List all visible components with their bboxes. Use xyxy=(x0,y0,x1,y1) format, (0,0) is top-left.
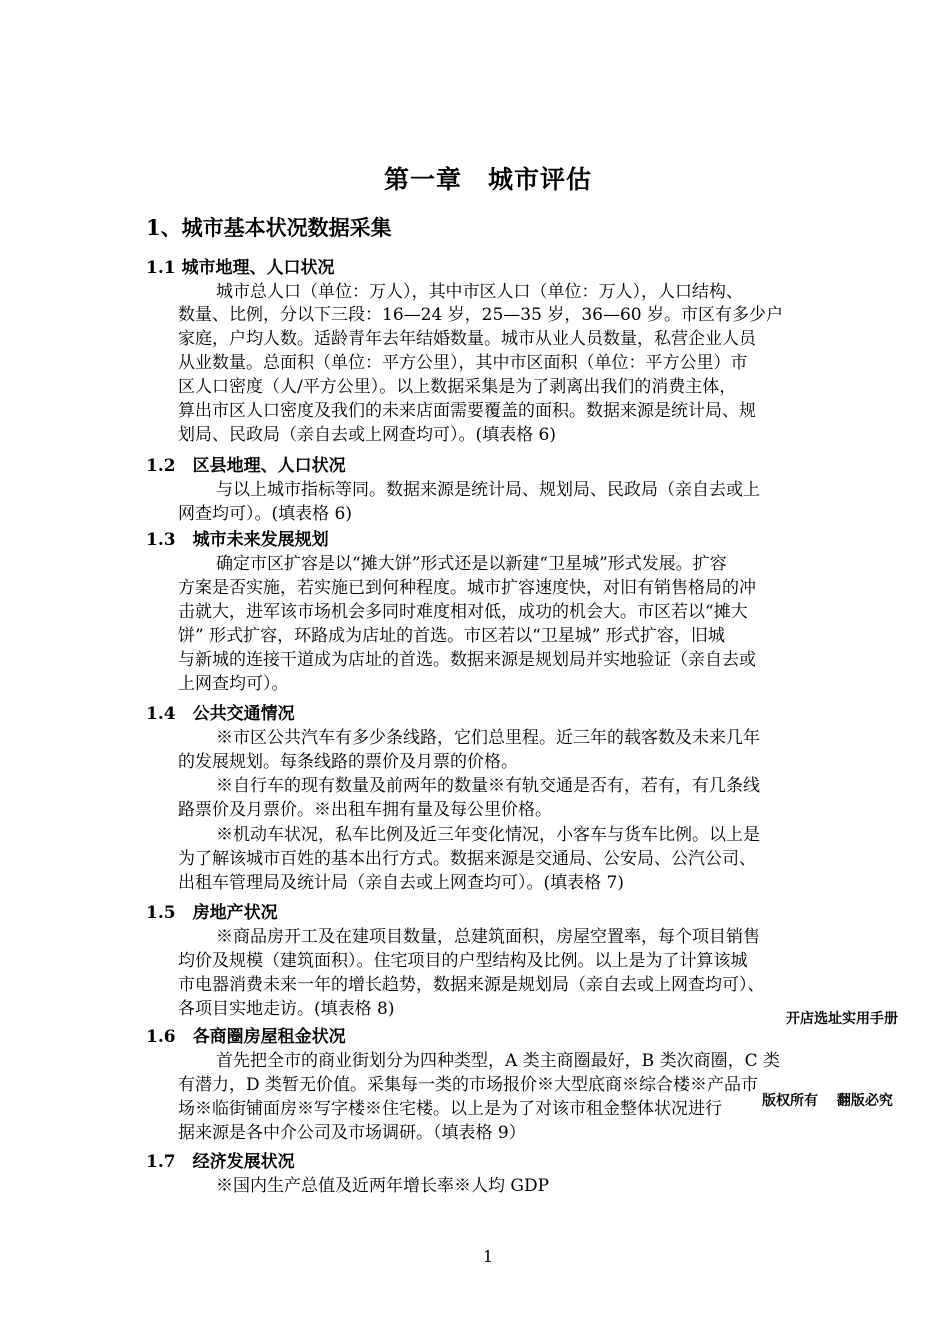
subsection-title: 1.4 公共交通情况 xyxy=(146,704,295,724)
copyright-note: 版权所有 翻版必究 xyxy=(762,1089,897,1111)
paragraph-line: 方案是否实施，若实施已到何种程度。城市扩容速度快，对旧有销售格局的冲 xyxy=(178,578,756,598)
handbook-note: 开店选址实用手册 xyxy=(786,1011,898,1027)
paragraph-line: 从业数量。总面积（单位：平方公里），其中市区面积（单位：平方公里）市 xyxy=(178,353,748,373)
paragraph-line: 与新城的连接干道成为店址的首选。数据来源是规划局并实地验证（亲自去或 xyxy=(178,650,756,670)
paragraph-line: 出租车管理局及统计局（亲自去或上网查均可）。(填表格 7) xyxy=(178,873,624,893)
paragraph-line: 路票价及月票价。※出租车拥有量及每公里价格。 xyxy=(178,800,552,820)
subsection-title: 1.1 城市地理、人口状况 xyxy=(146,258,335,278)
paragraph-line: 数量、比例，分以下三段：16—24 岁，25—35 岁，36—60 岁。市区有多少户 xyxy=(178,305,784,325)
subsection-title: 1.6 各商圈房屋租金状况 xyxy=(146,1027,346,1047)
paragraph-line: 的发展规划。每条线路的票价及月票的价格。 xyxy=(178,752,518,772)
paragraph-line: 划局、民政局（亲自去或上网查均可）。(填表格 6) xyxy=(178,425,556,445)
paragraph-line: ※市区公共汽车有多少条线路，它们总里程。近三年的载客数及未来几年 xyxy=(216,728,760,748)
section-title: 1、城市基本状况数据采集 xyxy=(146,215,392,240)
paragraph-line: ※机动车状况，私车比例及近三年变化情况，小客车与货车比例。以上是 xyxy=(216,825,760,845)
page-number: 1 xyxy=(482,1247,494,1266)
paragraph-line: 击就大，进军该市场机会多同时难度相对低，成功的机会大。市区若以“摊大 xyxy=(178,602,748,622)
paragraph-line: 上网查均可）。 xyxy=(178,674,289,694)
paragraph-line: 场※临街铺面房※写字楼※住宅楼。以上是为了对该市租金整体状况进行 xyxy=(178,1099,722,1119)
paragraph-line: 各项目实地走访。(填表格 8) xyxy=(178,999,395,1019)
subsection-title: 1.3 城市未来发展规划 xyxy=(146,530,329,550)
paragraph-line: 与以上城市指标等同。数据来源是统计局、规划局、民政局（亲自去或上 xyxy=(216,480,760,500)
paragraph-line: ※商品房开工及在建项目数量，总建筑面积，房屋空置率，每个项目销售 xyxy=(216,927,760,947)
paragraph-line: 饼” 形式扩容，环路成为店址的首选。市区若以“卫星城” 形式扩容，旧城 xyxy=(178,626,725,646)
subsection-title: 1.7 经济发展状况 xyxy=(146,1152,295,1172)
chapter-title: 第一章 城市评估 xyxy=(383,165,592,194)
paragraph-line: 区人口密度（人/平方公里）。以上数据采集是为了剥离出我们的消费主体， xyxy=(178,377,737,397)
paragraph-line: 市电器消费未来一年的增长趋势，数据来源是规划局（亲自去或上网查均可）、 xyxy=(178,975,765,995)
subsection-title: 1.2 区县地理、人口状况 xyxy=(146,456,346,476)
paragraph-line: 均价及规模（建筑面积）。住宅项目的户型结构及比例。以上是为了计算该城 xyxy=(178,951,748,971)
paragraph-line: ※自行车的现有数量及前两年的数量※有轨交通是否有，若有，有几条线 xyxy=(216,776,760,796)
paragraph-line: 首先把全市的商业街划分为四种类型，A 类主商圈最好，B 类次商圈，C 类 xyxy=(216,1051,780,1071)
paragraph-line: 家庭，户均人数。适龄青年去年结婚数量。城市从业人员数量，私营企业人员 xyxy=(178,329,756,349)
paragraph-line: 城市总人口（单位：万人），其中市区人口（单位：万人），人口结构、 xyxy=(216,282,743,302)
paragraph-line: 有潜力，D 类暂无价值。采集每一类的市场报价※大型底商※综合楼※产品市 xyxy=(178,1075,759,1095)
paragraph-line: 据来源是各中介公司及市场调研。（填表格 9） xyxy=(178,1123,526,1143)
subsection-title: 1.5 房地产状况 xyxy=(146,903,278,923)
paragraph-line: 算出市区人口密度及我们的未来店面需要覆盖的面积。数据来源是统计局、规 xyxy=(178,401,756,421)
paragraph-line: 确定市区扩容是以“摊大饼”形式还是以新建“卫星城”形式发展。扩容 xyxy=(216,554,727,574)
paragraph-line: ※国内生产总值及近两年增长率※人均 GDP xyxy=(216,1176,550,1196)
paragraph-line: 网查均可）。(填表格 6) xyxy=(178,504,352,524)
paragraph-line: 为了解该城市百姓的基本出行方式。数据来源是交通局、公安局、公汽公司、 xyxy=(178,849,756,869)
